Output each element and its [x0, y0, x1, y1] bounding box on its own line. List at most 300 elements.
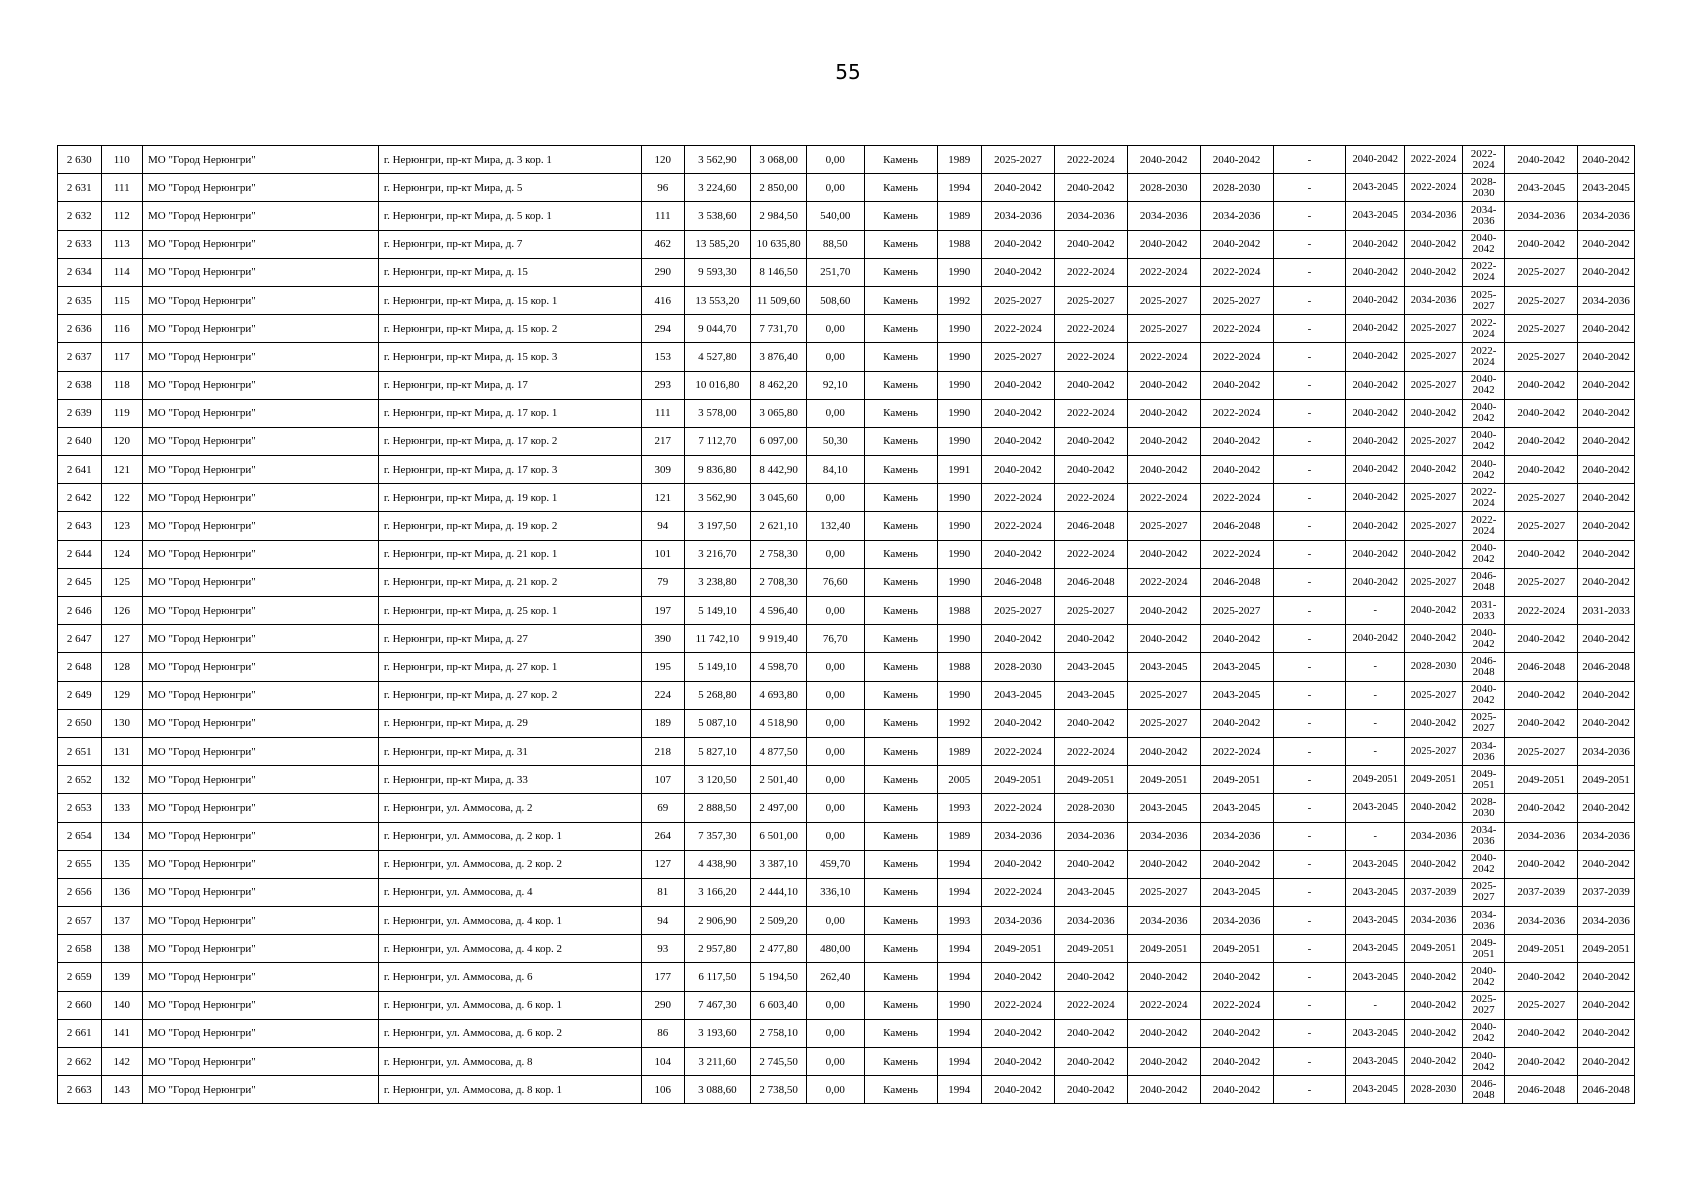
nonresidential-area-cell: 0,00 — [806, 991, 864, 1019]
period-col-14-cell: 2022-2024 — [1200, 991, 1273, 1019]
living-area-cell: 4 596,40 — [751, 597, 807, 625]
commissioning-year-cell: 1990 — [937, 258, 982, 286]
wall-material-cell: Камень — [864, 850, 937, 878]
table-row — [58, 540, 1635, 568]
period-col-17-cell: 2040-2042 — [1405, 230, 1463, 258]
period-col-14-cell: 2040-2042 — [1200, 456, 1273, 484]
wall-material-cell: Камень — [864, 625, 937, 653]
period-col-12-cell: 2040-2042 — [1054, 1019, 1127, 1047]
period-col-14-cell: 2043-2045 — [1200, 653, 1273, 681]
registry-number-cell: 2 647 — [58, 625, 102, 653]
total-area-cell: 3 216,70 — [684, 540, 751, 568]
period-col-14-cell: 2040-2042 — [1200, 1048, 1273, 1076]
period-col-17-cell: 2025-2027 — [1405, 427, 1463, 455]
period-col-16-cell: 2043-2045 — [1346, 907, 1405, 935]
municipality-name-cell: МО "Город Нерюнгри" — [143, 1076, 379, 1104]
municipality-name-cell: МО "Город Нерюнгри" — [143, 878, 379, 906]
address-cell: г. Нерюнгри, пр-кт Мира, д. 15 кор. 2 — [378, 315, 641, 343]
ordinal-number-cell: 117 — [101, 343, 143, 371]
registry-number-cell: 2 637 — [58, 343, 102, 371]
period-col-13-cell: 2034-2036 — [1127, 822, 1200, 850]
table-row — [58, 766, 1635, 794]
ordinal-number-cell: 125 — [101, 568, 143, 596]
period-col-20-cell: 2040-2042 — [1578, 850, 1635, 878]
period-col-19-cell: 2025-2027 — [1505, 258, 1578, 286]
period-col-14-cell: 2043-2045 — [1200, 794, 1273, 822]
address-cell: г. Нерюнгри, пр-кт Мира, д. 7 — [378, 230, 641, 258]
period-col-14-cell: 2043-2045 — [1200, 681, 1273, 709]
period-col-16-cell: - — [1346, 991, 1405, 1019]
period-col-16-cell: 2043-2045 — [1346, 1048, 1405, 1076]
total-area-cell: 5 149,10 — [684, 597, 751, 625]
period-col-17-cell: 2040-2042 — [1405, 456, 1463, 484]
period-col-12-cell: 2040-2042 — [1054, 1076, 1127, 1104]
period-col-16-cell: 2040-2042 — [1346, 258, 1405, 286]
total-area-cell: 3 224,60 — [684, 174, 751, 202]
period-col-17-cell: 2040-2042 — [1405, 709, 1463, 737]
registry-number-cell: 2 651 — [58, 737, 102, 765]
nonresidential-area-cell: 0,00 — [806, 597, 864, 625]
municipality-name-cell: МО "Город Нерюнгри" — [143, 371, 379, 399]
registry-number-cell: 2 655 — [58, 850, 102, 878]
table-row — [58, 456, 1635, 484]
period-col-19-cell: 2025-2027 — [1505, 484, 1578, 512]
period-col-20-cell: 2049-2051 — [1578, 766, 1635, 794]
period-col-14-cell: 2034-2036 — [1200, 822, 1273, 850]
registry-number-cell: 2 657 — [58, 907, 102, 935]
period-col-12-cell: 2034-2036 — [1054, 822, 1127, 850]
living-area-cell: 2 758,30 — [751, 540, 807, 568]
period-col-17-cell: 2022-2024 — [1405, 146, 1463, 174]
period-col-12-cell: 2046-2048 — [1054, 512, 1127, 540]
period-col-11-cell: 2025-2027 — [982, 146, 1055, 174]
period-col-13-cell: 2040-2042 — [1127, 737, 1200, 765]
address-cell: г. Нерюнгри, пр-кт Мира, д. 17 кор. 3 — [378, 456, 641, 484]
total-area-cell: 3 166,20 — [684, 878, 751, 906]
period-col-16-cell: 2043-2045 — [1346, 935, 1405, 963]
ordinal-number-cell: 110 — [101, 146, 143, 174]
period-col-19-cell: 2034-2036 — [1505, 202, 1578, 230]
period-col-20-cell: 2040-2042 — [1578, 625, 1635, 653]
table-row — [58, 568, 1635, 596]
period-col-20-cell: 2040-2042 — [1578, 1019, 1635, 1047]
period-col-18-cell: 2022-2024 — [1462, 512, 1505, 540]
period-col-19-cell: 2034-2036 — [1505, 907, 1578, 935]
nonresidential-area-cell: 76,70 — [806, 625, 864, 653]
period-col-11-cell: 2040-2042 — [982, 174, 1055, 202]
period-col-19-cell: 2049-2051 — [1505, 766, 1578, 794]
address-cell: г. Нерюнгри, ул. Аммосова, д. 4 кор. 1 — [378, 907, 641, 935]
page-number: 55 — [835, 60, 861, 84]
commissioning-year-cell: 1990 — [937, 681, 982, 709]
commissioning-year-cell: 1994 — [937, 935, 982, 963]
period-col-16-cell: 2040-2042 — [1346, 230, 1405, 258]
period-col-15-cell: - — [1273, 371, 1346, 399]
registry-number-cell: 2 650 — [58, 709, 102, 737]
period-col-18-cell: 2046-2048 — [1462, 653, 1505, 681]
municipality-name-cell: МО "Город Нерюнгри" — [143, 399, 379, 427]
table-row — [58, 963, 1635, 991]
period-col-19-cell: 2040-2042 — [1505, 427, 1578, 455]
period-col-11-cell: 2022-2024 — [982, 484, 1055, 512]
period-col-14-cell: 2022-2024 — [1200, 399, 1273, 427]
total-area-cell: 3 197,50 — [684, 512, 751, 540]
period-col-11-cell: 2040-2042 — [982, 1076, 1055, 1104]
living-area-cell: 4 518,90 — [751, 709, 807, 737]
period-col-19-cell: 2025-2027 — [1505, 315, 1578, 343]
ordinal-number-cell: 122 — [101, 484, 143, 512]
period-col-18-cell: 2028-2030 — [1462, 794, 1505, 822]
address-cell: г. Нерюнгри, ул. Аммосова, д. 2 кор. 1 — [378, 822, 641, 850]
living-area-cell: 2 708,30 — [751, 568, 807, 596]
total-area-cell: 3 193,60 — [684, 1019, 751, 1047]
ordinal-number-cell: 142 — [101, 1048, 143, 1076]
living-area-cell: 8 442,90 — [751, 456, 807, 484]
commissioning-year-cell: 1990 — [937, 484, 982, 512]
municipality-name-cell: МО "Город Нерюнгри" — [143, 174, 379, 202]
registry-number-cell: 2 638 — [58, 371, 102, 399]
commissioning-year-cell: 1992 — [937, 286, 982, 314]
residents-count-cell: 107 — [642, 766, 685, 794]
period-col-17-cell: 2025-2027 — [1405, 737, 1463, 765]
commissioning-year-cell: 1990 — [937, 371, 982, 399]
period-col-19-cell: 2040-2042 — [1505, 399, 1578, 427]
period-col-15-cell: - — [1273, 597, 1346, 625]
total-area-cell: 2 957,80 — [684, 935, 751, 963]
period-col-12-cell: 2043-2045 — [1054, 653, 1127, 681]
period-col-17-cell: 2049-2051 — [1405, 935, 1463, 963]
ordinal-number-cell: 123 — [101, 512, 143, 540]
residents-count-cell: 127 — [642, 850, 685, 878]
period-col-13-cell: 2049-2051 — [1127, 935, 1200, 963]
period-col-14-cell: 2022-2024 — [1200, 343, 1273, 371]
period-col-15-cell: - — [1273, 625, 1346, 653]
period-col-15-cell: - — [1273, 935, 1346, 963]
address-cell: г. Нерюнгри, пр-кт Мира, д. 21 кор. 1 — [378, 540, 641, 568]
nonresidential-area-cell: 0,00 — [806, 681, 864, 709]
period-col-12-cell: 2043-2045 — [1054, 878, 1127, 906]
period-col-16-cell: - — [1346, 681, 1405, 709]
nonresidential-area-cell: 0,00 — [806, 1048, 864, 1076]
living-area-cell: 2 501,40 — [751, 766, 807, 794]
period-col-20-cell: 2040-2042 — [1578, 991, 1635, 1019]
address-cell: г. Нерюнгри, пр-кт Мира, д. 15 кор. 1 — [378, 286, 641, 314]
period-col-15-cell: - — [1273, 174, 1346, 202]
period-col-13-cell: 2022-2024 — [1127, 991, 1200, 1019]
wall-material-cell: Камень — [864, 174, 937, 202]
period-col-20-cell: 2040-2042 — [1578, 484, 1635, 512]
period-col-14-cell: 2040-2042 — [1200, 146, 1273, 174]
period-col-17-cell: 2040-2042 — [1405, 399, 1463, 427]
total-area-cell: 5 268,80 — [684, 681, 751, 709]
total-area-cell: 11 742,10 — [684, 625, 751, 653]
registry-number-cell: 2 643 — [58, 512, 102, 540]
period-col-11-cell: 2022-2024 — [982, 794, 1055, 822]
period-col-15-cell: - — [1273, 202, 1346, 230]
period-col-12-cell: 2022-2024 — [1054, 315, 1127, 343]
municipality-name-cell: МО "Город Нерюнгри" — [143, 822, 379, 850]
period-col-20-cell: 2040-2042 — [1578, 230, 1635, 258]
ordinal-number-cell: 112 — [101, 202, 143, 230]
table-row — [58, 427, 1635, 455]
nonresidential-area-cell: 480,00 — [806, 935, 864, 963]
period-col-11-cell: 2040-2042 — [982, 258, 1055, 286]
table-row — [58, 484, 1635, 512]
period-col-15-cell: - — [1273, 1076, 1346, 1104]
period-col-12-cell: 2049-2051 — [1054, 766, 1127, 794]
period-col-11-cell: 2049-2051 — [982, 935, 1055, 963]
period-col-15-cell: - — [1273, 1019, 1346, 1047]
period-col-14-cell: 2022-2024 — [1200, 484, 1273, 512]
ordinal-number-cell: 134 — [101, 822, 143, 850]
wall-material-cell: Камень — [864, 653, 937, 681]
period-col-19-cell: 2040-2042 — [1505, 681, 1578, 709]
period-col-16-cell: 2040-2042 — [1346, 512, 1405, 540]
ordinal-number-cell: 111 — [101, 174, 143, 202]
period-col-18-cell: 2034-2036 — [1462, 822, 1505, 850]
period-col-18-cell: 2040-2042 — [1462, 399, 1505, 427]
period-col-14-cell: 2043-2045 — [1200, 878, 1273, 906]
period-col-11-cell: 2043-2045 — [982, 681, 1055, 709]
total-area-cell: 3 088,60 — [684, 1076, 751, 1104]
table-row — [58, 935, 1635, 963]
ordinal-number-cell: 120 — [101, 427, 143, 455]
period-col-13-cell: 2025-2027 — [1127, 315, 1200, 343]
period-col-14-cell: 2040-2042 — [1200, 963, 1273, 991]
period-col-13-cell: 2040-2042 — [1127, 146, 1200, 174]
address-cell: г. Нерюнгри, пр-кт Мира, д. 3 кор. 1 — [378, 146, 641, 174]
address-cell: г. Нерюнгри, пр-кт Мира, д. 5 — [378, 174, 641, 202]
period-col-14-cell: 2025-2027 — [1200, 286, 1273, 314]
total-area-cell: 7 467,30 — [684, 991, 751, 1019]
wall-material-cell: Камень — [864, 1048, 937, 1076]
period-col-14-cell: 2034-2036 — [1200, 907, 1273, 935]
period-col-14-cell: 2040-2042 — [1200, 709, 1273, 737]
registry-number-cell: 2 661 — [58, 1019, 102, 1047]
wall-material-cell: Камень — [864, 456, 937, 484]
period-col-13-cell: 2022-2024 — [1127, 568, 1200, 596]
period-col-17-cell: 2025-2027 — [1405, 568, 1463, 596]
nonresidential-area-cell: 0,00 — [806, 822, 864, 850]
wall-material-cell: Камень — [864, 1019, 937, 1047]
period-col-16-cell: 2043-2045 — [1346, 794, 1405, 822]
period-col-19-cell: 2040-2042 — [1505, 1048, 1578, 1076]
nonresidential-area-cell: 508,60 — [806, 286, 864, 314]
period-col-14-cell: 2040-2042 — [1200, 625, 1273, 653]
living-area-cell: 2 745,50 — [751, 1048, 807, 1076]
period-col-16-cell: 2040-2042 — [1346, 315, 1405, 343]
table-row — [58, 737, 1635, 765]
period-col-12-cell: 2022-2024 — [1054, 737, 1127, 765]
period-col-12-cell: 2040-2042 — [1054, 371, 1127, 399]
period-col-17-cell: 2040-2042 — [1405, 991, 1463, 1019]
period-col-13-cell: 2040-2042 — [1127, 850, 1200, 878]
nonresidential-area-cell: 0,00 — [806, 484, 864, 512]
period-col-13-cell: 2022-2024 — [1127, 484, 1200, 512]
ordinal-number-cell: 115 — [101, 286, 143, 314]
period-col-17-cell: 2049-2051 — [1405, 766, 1463, 794]
commissioning-year-cell: 1991 — [937, 456, 982, 484]
living-area-cell: 3 065,80 — [751, 399, 807, 427]
period-col-11-cell: 2040-2042 — [982, 1048, 1055, 1076]
municipality-name-cell: МО "Город Нерюнгри" — [143, 512, 379, 540]
period-col-11-cell: 2034-2036 — [982, 907, 1055, 935]
table-row — [58, 597, 1635, 625]
period-col-11-cell: 2025-2027 — [982, 597, 1055, 625]
period-col-17-cell: 2034-2036 — [1405, 822, 1463, 850]
period-col-16-cell: 2040-2042 — [1346, 399, 1405, 427]
commissioning-year-cell: 1992 — [937, 709, 982, 737]
period-col-16-cell: 2040-2042 — [1346, 625, 1405, 653]
period-col-12-cell: 2022-2024 — [1054, 540, 1127, 568]
period-col-13-cell: 2040-2042 — [1127, 625, 1200, 653]
commissioning-year-cell: 1994 — [937, 878, 982, 906]
period-col-18-cell: 2040-2042 — [1462, 371, 1505, 399]
address-cell: г. Нерюнгри, пр-кт Мира, д. 15 кор. 3 — [378, 343, 641, 371]
period-col-18-cell: 2049-2051 — [1462, 766, 1505, 794]
period-col-11-cell: 2034-2036 — [982, 822, 1055, 850]
nonresidential-area-cell: 0,00 — [806, 766, 864, 794]
living-area-cell: 4 693,80 — [751, 681, 807, 709]
period-col-12-cell: 2040-2042 — [1054, 456, 1127, 484]
registry-number-cell: 2 649 — [58, 681, 102, 709]
total-area-cell: 3 211,60 — [684, 1048, 751, 1076]
municipality-name-cell: МО "Город Нерюнгри" — [143, 1048, 379, 1076]
period-col-15-cell: - — [1273, 963, 1346, 991]
period-col-20-cell: 2034-2036 — [1578, 286, 1635, 314]
registry-number-cell: 2 654 — [58, 822, 102, 850]
living-area-cell: 11 509,60 — [751, 286, 807, 314]
total-area-cell: 3 238,80 — [684, 568, 751, 596]
period-col-17-cell: 2028-2030 — [1405, 1076, 1463, 1104]
nonresidential-area-cell: 0,00 — [806, 737, 864, 765]
residents-count-cell: 177 — [642, 963, 685, 991]
residents-count-cell: 96 — [642, 174, 685, 202]
period-col-17-cell: 2040-2042 — [1405, 597, 1463, 625]
period-col-12-cell: 2040-2042 — [1054, 625, 1127, 653]
commissioning-year-cell: 1988 — [937, 653, 982, 681]
residents-count-cell: 195 — [642, 653, 685, 681]
nonresidential-area-cell: 0,00 — [806, 653, 864, 681]
address-cell: г. Нерюнгри, ул. Аммосова, д. 6 кор. 2 — [378, 1019, 641, 1047]
period-col-18-cell: 2040-2042 — [1462, 540, 1505, 568]
period-col-12-cell: 2028-2030 — [1054, 794, 1127, 822]
period-col-14-cell: 2049-2051 — [1200, 766, 1273, 794]
address-cell: г. Нерюнгри, ул. Аммосова, д. 4 кор. 2 — [378, 935, 641, 963]
table-row — [58, 991, 1635, 1019]
period-col-18-cell: 2040-2042 — [1462, 963, 1505, 991]
period-col-15-cell: - — [1273, 512, 1346, 540]
period-col-14-cell: 2040-2042 — [1200, 427, 1273, 455]
period-col-20-cell: 2040-2042 — [1578, 794, 1635, 822]
residents-count-cell: 293 — [642, 371, 685, 399]
period-col-15-cell: - — [1273, 1048, 1346, 1076]
registry-number-cell: 2 636 — [58, 315, 102, 343]
residents-count-cell: 224 — [642, 681, 685, 709]
municipality-name-cell: МО "Город Нерюнгри" — [143, 343, 379, 371]
period-col-20-cell: 2040-2042 — [1578, 456, 1635, 484]
period-col-20-cell: 2046-2048 — [1578, 653, 1635, 681]
period-col-15-cell: - — [1273, 737, 1346, 765]
registry-number-cell: 2 652 — [58, 766, 102, 794]
commissioning-year-cell: 1990 — [937, 343, 982, 371]
total-area-cell: 10 016,80 — [684, 371, 751, 399]
table-row — [58, 512, 1635, 540]
period-col-17-cell: 2040-2042 — [1405, 963, 1463, 991]
address-cell: г. Нерюнгри, пр-кт Мира, д. 29 — [378, 709, 641, 737]
period-col-14-cell: 2022-2024 — [1200, 540, 1273, 568]
living-area-cell: 8 146,50 — [751, 258, 807, 286]
period-col-19-cell: 2040-2042 — [1505, 850, 1578, 878]
period-col-16-cell: 2040-2042 — [1346, 484, 1405, 512]
residents-count-cell: 264 — [642, 822, 685, 850]
period-col-20-cell: 2040-2042 — [1578, 399, 1635, 427]
period-col-13-cell: 2025-2027 — [1127, 286, 1200, 314]
period-col-13-cell: 2025-2027 — [1127, 709, 1200, 737]
registry-number-cell: 2 630 — [58, 146, 102, 174]
registry-number-cell: 2 642 — [58, 484, 102, 512]
nonresidential-area-cell: 0,00 — [806, 315, 864, 343]
period-col-12-cell: 2025-2027 — [1054, 286, 1127, 314]
registry-number-cell: 2 662 — [58, 1048, 102, 1076]
period-col-19-cell: 2025-2027 — [1505, 343, 1578, 371]
wall-material-cell: Камень — [864, 766, 937, 794]
address-cell: г. Нерюнгри, пр-кт Мира, д. 31 — [378, 737, 641, 765]
period-col-16-cell: - — [1346, 653, 1405, 681]
period-col-15-cell: - — [1273, 399, 1346, 427]
total-area-cell: 7 357,30 — [684, 822, 751, 850]
period-col-18-cell: 2031-2033 — [1462, 597, 1505, 625]
residents-count-cell: 294 — [642, 315, 685, 343]
total-area-cell: 4 527,80 — [684, 343, 751, 371]
table-row — [58, 258, 1635, 286]
municipality-name-cell: МО "Город Нерюнгри" — [143, 540, 379, 568]
residents-count-cell: 121 — [642, 484, 685, 512]
ordinal-number-cell: 133 — [101, 794, 143, 822]
period-col-16-cell: 2040-2042 — [1346, 343, 1405, 371]
period-col-11-cell: 2022-2024 — [982, 991, 1055, 1019]
period-col-19-cell: 2040-2042 — [1505, 456, 1578, 484]
period-col-11-cell: 2025-2027 — [982, 286, 1055, 314]
period-col-14-cell: 2046-2048 — [1200, 568, 1273, 596]
period-col-16-cell: 2043-2045 — [1346, 202, 1405, 230]
period-col-17-cell: 2025-2027 — [1405, 681, 1463, 709]
period-col-14-cell: 2040-2042 — [1200, 1019, 1273, 1047]
living-area-cell: 3 045,60 — [751, 484, 807, 512]
table-row — [58, 878, 1635, 906]
commissioning-year-cell: 1988 — [937, 597, 982, 625]
address-cell: г. Нерюнгри, пр-кт Мира, д. 19 кор. 2 — [378, 512, 641, 540]
wall-material-cell: Камень — [864, 230, 937, 258]
address-cell: г. Нерюнгри, ул. Аммосова, д. 8 кор. 1 — [378, 1076, 641, 1104]
registry-number-cell: 2 634 — [58, 258, 102, 286]
living-area-cell: 7 731,70 — [751, 315, 807, 343]
period-col-18-cell: 2022-2024 — [1462, 484, 1505, 512]
municipality-name-cell: МО "Город Нерюнгри" — [143, 258, 379, 286]
table-body — [58, 146, 1635, 1104]
period-col-20-cell: 2040-2042 — [1578, 568, 1635, 596]
period-col-18-cell: 2025-2027 — [1462, 991, 1505, 1019]
period-col-14-cell: 2040-2042 — [1200, 371, 1273, 399]
period-col-18-cell: 2040-2042 — [1462, 1048, 1505, 1076]
period-col-13-cell: 2040-2042 — [1127, 1048, 1200, 1076]
nonresidential-area-cell: 0,00 — [806, 540, 864, 568]
period-col-20-cell: 2049-2051 — [1578, 935, 1635, 963]
residents-count-cell: 111 — [642, 399, 685, 427]
period-col-12-cell: 2022-2024 — [1054, 343, 1127, 371]
municipality-name-cell: МО "Город Нерюнгри" — [143, 625, 379, 653]
living-area-cell: 2 984,50 — [751, 202, 807, 230]
